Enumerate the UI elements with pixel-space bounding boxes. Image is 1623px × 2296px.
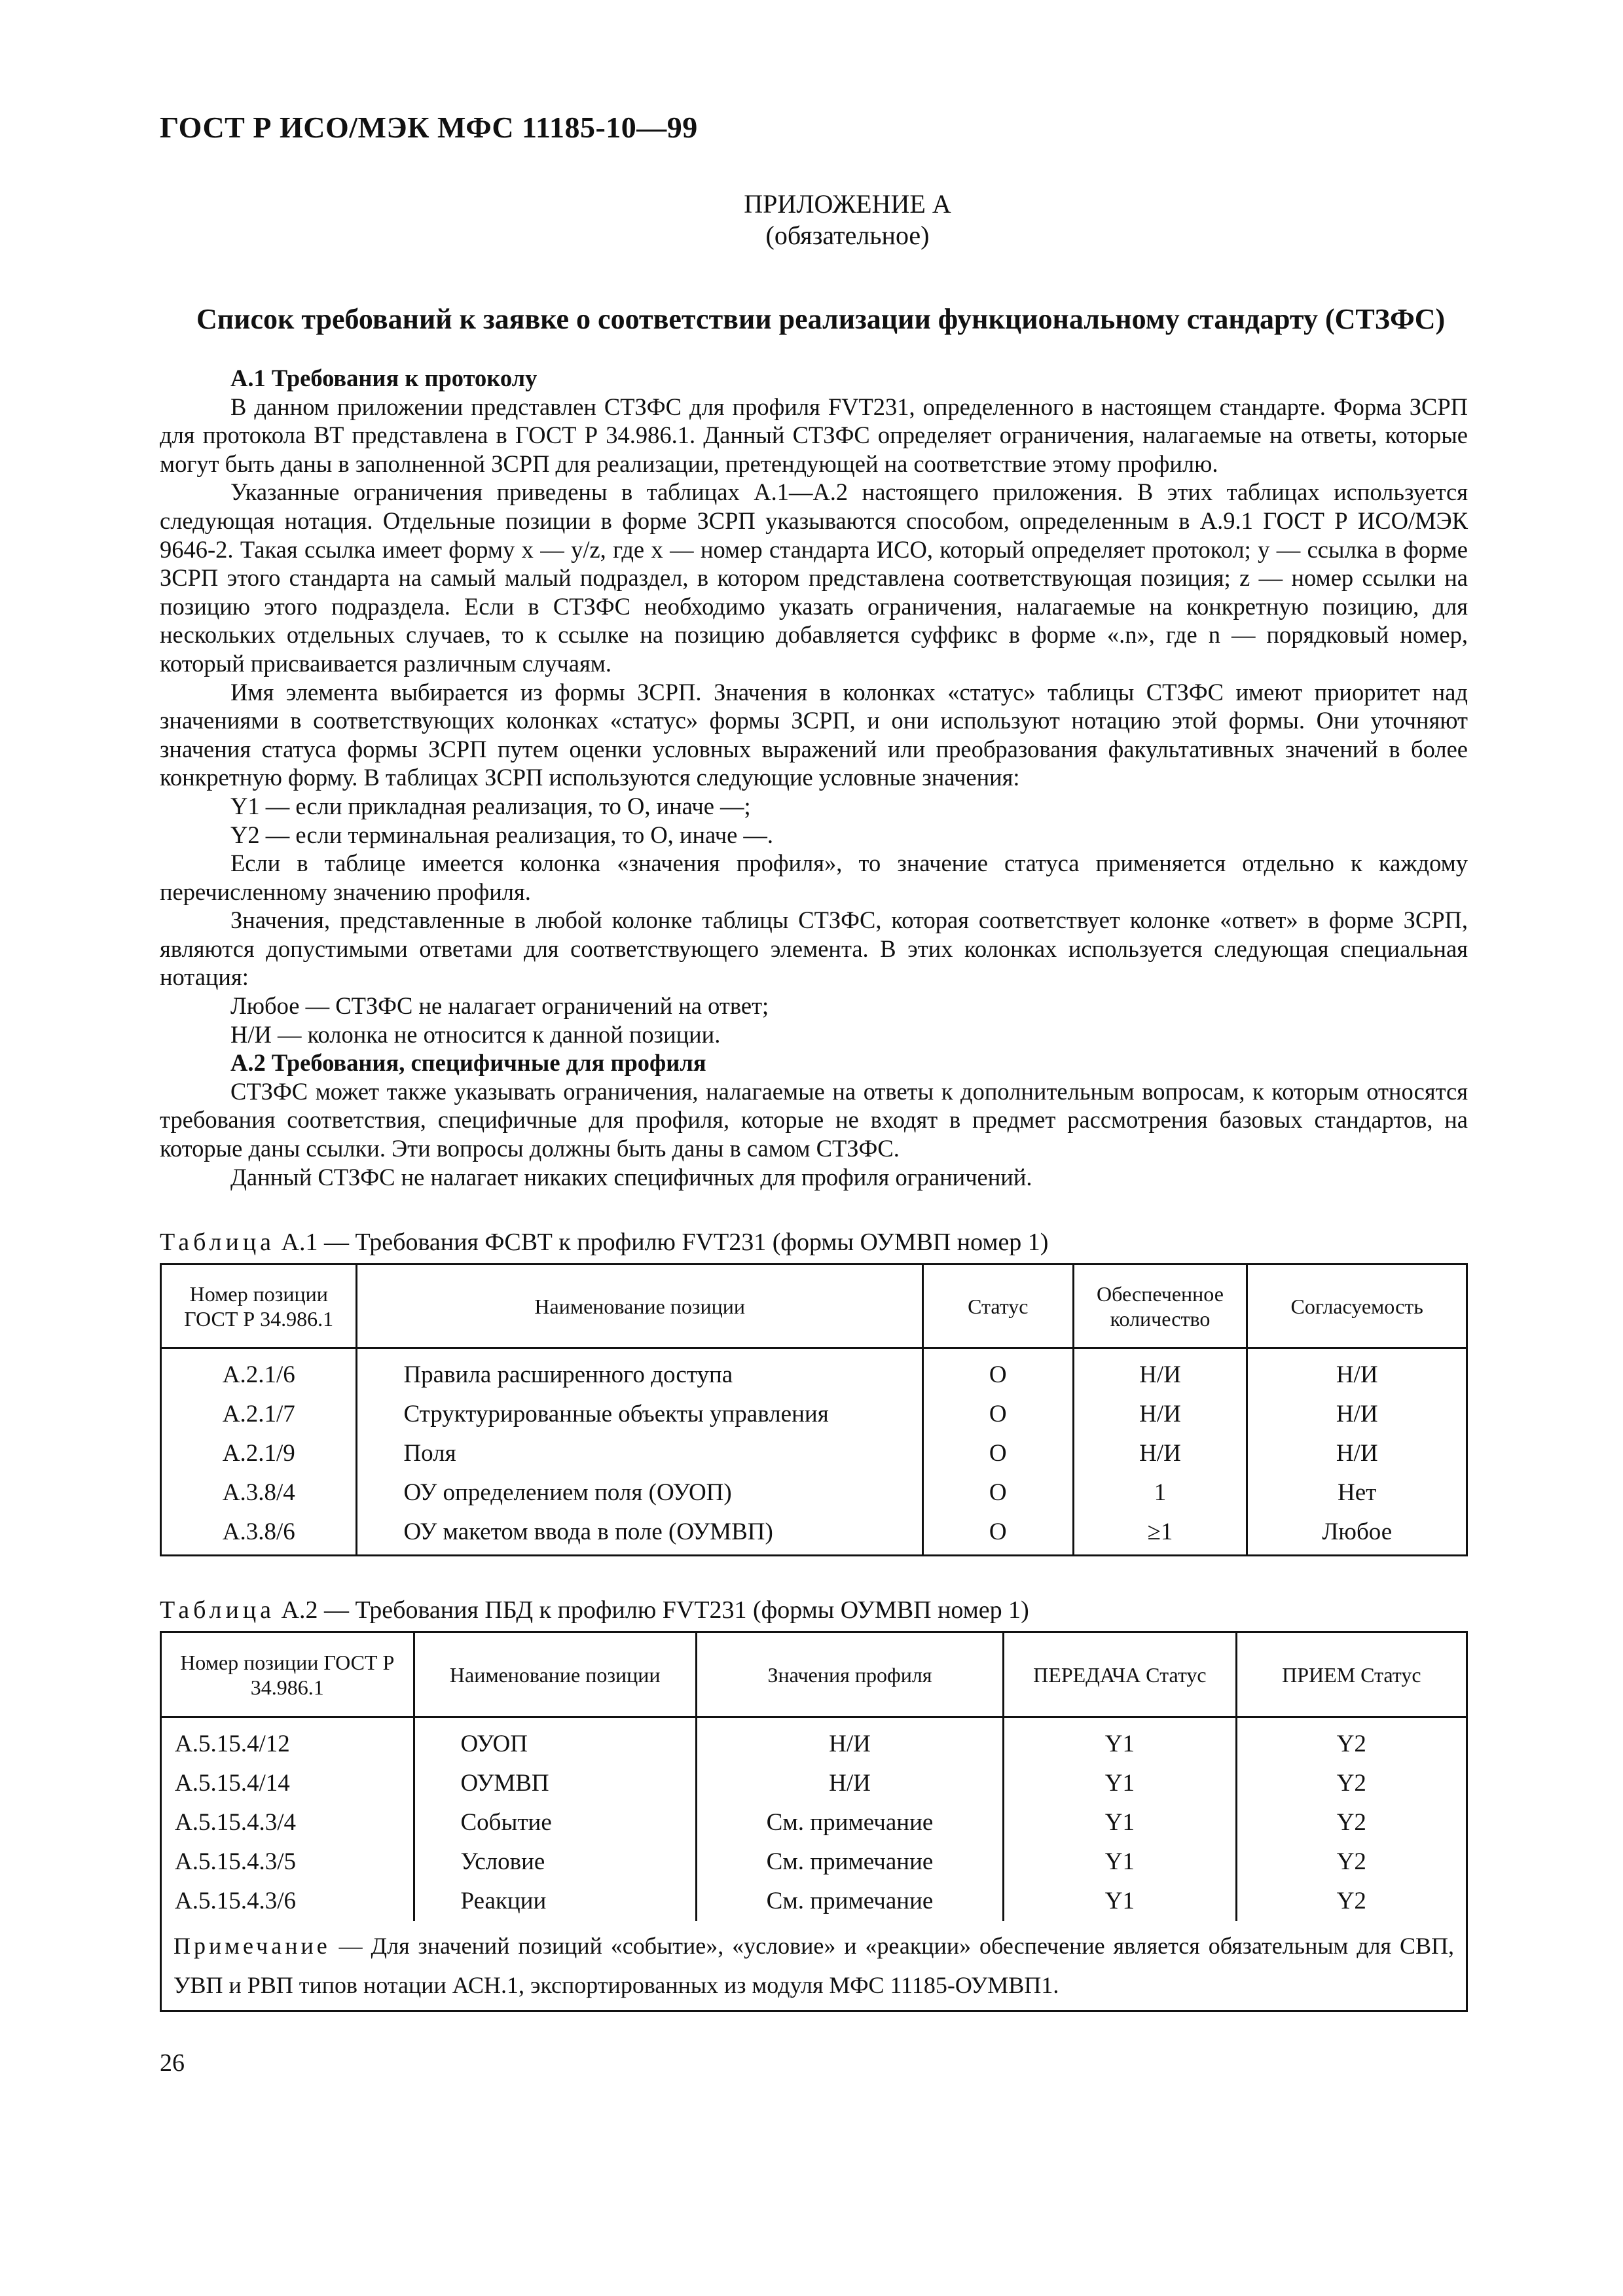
table1 xyxy=(160,1263,1468,1556)
paragraph: СТЗФС может также указывать ограничения, налагаемые на ответы к дополнительным вопросам, к которым относятся требования соответствия, специфичные для профиля, которые не входят в предмет рассмотрения базовых стандартов, на которые даны ссылки. Эти вопросы должны быть даны в самом СТЗФС. xyxy=(160,1077,1468,1162)
table-row xyxy=(161,1764,1467,1803)
table-cell: Н/И xyxy=(1247,1348,1467,1395)
table-cell: 1 xyxy=(1073,1473,1247,1513)
table-cell: А.3.8/6 xyxy=(161,1513,357,1556)
table-header-row xyxy=(161,1632,1467,1717)
table-cell: А.5.15.4/12 xyxy=(161,1717,414,1765)
table-note: Примечание — Для значений позиций «событие», «условие» и «реакции» обеспечение является обязательным для СВП, УВП и РВП типов нотации АСН.1, экспортированных из модуля МФС 11185-ОУМВП1. xyxy=(161,1921,1467,2011)
table-cell: Н/И xyxy=(1073,1348,1247,1395)
table-cell: О xyxy=(923,1348,1074,1395)
table-row xyxy=(161,1882,1467,1921)
table-cell: Y2 xyxy=(1236,1882,1467,1921)
table-cell: О xyxy=(923,1513,1074,1556)
table-cell: ОУМВП xyxy=(414,1764,696,1803)
table-cell: Поля xyxy=(357,1434,923,1473)
table-cell: Y1 xyxy=(1004,1803,1236,1842)
annex-title: ПРИЛОЖЕНИЕ А xyxy=(744,189,951,219)
section-heading-a2: А.2 Требования, специфичные для профиля xyxy=(230,1049,706,1077)
table-cell: А.5.15.4.3/4 xyxy=(161,1803,414,1842)
table-cell: А.5.15.4.3/6 xyxy=(161,1882,414,1921)
table-cell: ОУ определением поля (ОУОП) xyxy=(357,1473,923,1513)
table-cell: Н/И xyxy=(696,1717,1003,1765)
table-cell: Н/И xyxy=(1247,1434,1467,1473)
table-cell: Событие xyxy=(414,1803,696,1842)
table-cell: О xyxy=(923,1434,1074,1473)
page-number: 26 xyxy=(160,2049,185,2077)
table-cell: Y2 xyxy=(1236,1717,1467,1765)
condition-y1: Y1 — если прикладная реализация, то О, иначе —; xyxy=(230,792,751,819)
table-cell: Нет xyxy=(1247,1473,1467,1513)
table-cell: Y2 xyxy=(1236,1803,1467,1842)
paragraph: Имя элемента выбирается из формы ЗСРП. Значения в колонках «статус» таблицы СТЗФС имеют приоритет над значениями в соответствующих колонках «статус» формы ЗСРП, и они используют нотацию этой формы. Они уточняют значения статуса формы ЗСРП путем оценки условных выражений или преобразования факультативных значений в более конкретную форму. В таблицах ЗСРП используются следующие условные значения: xyxy=(160,678,1468,791)
condition-y2: Y2 — если терминальная реализация, то О, иначе —. xyxy=(230,821,774,848)
body-text xyxy=(160,364,1468,1191)
column-header: Наименование позиции xyxy=(357,1265,923,1348)
table-header-row xyxy=(161,1265,1467,1348)
table-cell: Y1 xyxy=(1004,1764,1236,1803)
document-title: Список требований к заявке о соответствии реализации функциональному стандарту (СТЗФС) xyxy=(196,303,1446,335)
table1-caption: Таблица А.1 — Требования ФСВТ к профилю FVT231 (формы ОУМВП номер 1) xyxy=(160,1229,1049,1256)
table-cell: Y1 xyxy=(1004,1842,1236,1882)
paragraph: Указанные ограничения приведены в таблицах А.1—А.2 настоящего приложения. В этих таблицах используется следующая нотация. Отдельные позиции в форме ЗСРП указываются способом, определенным в А.9.1 ГОСТ Р ИСО/МЭК 9646-2. Такая ссылка имеет форму x — y/z, где x — номер стандарта ИСО, который определяет протокол; y — ссылка в форме ЗСРП этого стандарта на самый малый подраздел, в котором представлена соответствующая позиция; z — номер ссылки на позицию этого подраздела. Если в СТЗФС необходимо указать ограничения, налагаемые на конкретную позицию, для нескольких отдельных случаев, то к ссылке на позицию добавляется суффикс в форме «.n», где n — порядковый номер, который присваивается различным случаям. xyxy=(160,478,1468,677)
notation-na: Н/И — колонка не относится к данной позиции. xyxy=(230,1020,721,1048)
table-cell: Н/И xyxy=(1247,1395,1467,1434)
table-cell: Условие xyxy=(414,1842,696,1882)
table-row xyxy=(161,1717,1467,1765)
table-cell: Любое xyxy=(1247,1513,1467,1556)
table-cell: Y1 xyxy=(1004,1882,1236,1921)
table-cell: См. примечание xyxy=(696,1882,1003,1921)
table-cell: А.2.1/6 xyxy=(161,1348,357,1395)
table-cell: А.3.8/4 xyxy=(161,1473,357,1513)
paragraph: В данном приложении представлен СТЗФС для профиля FVT231, определенного в настоящем стандарте. Форма ЗСРП для протокола ВТ представлена в ГОСТ Р 34.986.1. Данный СТЗФС определяет ограничения, налагаемые на ответы, которые могут быть даны в заполненной ЗСРП для реализации, претендующей на соответствие этому профилю. xyxy=(160,393,1468,477)
column-header: Статус xyxy=(923,1265,1074,1348)
table-row xyxy=(161,1842,1467,1882)
table-cell: Правила расширенного доступа xyxy=(357,1348,923,1395)
page-header: ГОСТ Р ИСО/МЭК МФС 11185-10—99 xyxy=(160,111,698,144)
table-row xyxy=(161,1434,1467,1473)
paragraph: Значения, представленные в любой колонке таблицы СТЗФС, которая соответствует колонке «ответ» в форме ЗСРП, являются допустимыми ответами для соответствующего элемента. В этих колонках используется следующая специальная нотация: xyxy=(160,906,1468,991)
column-header: ПРИЕМ Статус xyxy=(1236,1632,1467,1717)
table-cell: ОУ макетом ввода в поле (ОУМВП) xyxy=(357,1513,923,1556)
column-header: Номер позиции ГОСТ Р 34.986.1 xyxy=(161,1265,357,1348)
annex-subtitle: (обязательное) xyxy=(765,221,930,250)
column-header: Согласуемость xyxy=(1247,1265,1467,1348)
table-note-row xyxy=(161,1921,1467,2011)
table2 xyxy=(160,1631,1468,2012)
table-cell: Структурированные объекты управления xyxy=(357,1395,923,1434)
table-cell: А.2.1/7 xyxy=(161,1395,357,1434)
table-row xyxy=(161,1348,1467,1395)
table-cell: Реакции xyxy=(414,1882,696,1921)
column-header: Номер позиции ГОСТ Р 34.986.1 xyxy=(161,1632,414,1717)
table-cell: См. примечание xyxy=(696,1803,1003,1842)
table-cell: А.5.15.4/14 xyxy=(161,1764,414,1803)
column-header: Обеспеченное количество xyxy=(1073,1265,1247,1348)
table-row xyxy=(161,1395,1467,1434)
section-heading-a1: А.1 Требования к протоколу xyxy=(230,365,538,391)
table-cell: О xyxy=(923,1395,1074,1434)
table-row xyxy=(161,1473,1467,1513)
notation-any: Любое — СТЗФС не налагает ограничений на ответ; xyxy=(230,992,769,1020)
table-cell: Н/И xyxy=(1073,1434,1247,1473)
table-cell: ОУОП xyxy=(414,1717,696,1765)
table-row xyxy=(161,1803,1467,1842)
paragraph: Если в таблице имеется колонка «значения профиля», то значение статуса применяется отдельно к каждому перечисленному значению профиля. xyxy=(160,850,1468,905)
table-row xyxy=(161,1513,1467,1556)
paragraph: Данный СТЗФС не налагает никаких специфичных для профиля ограничений. xyxy=(230,1163,1032,1191)
table-cell: О xyxy=(923,1473,1074,1513)
column-header: Значения профиля xyxy=(696,1632,1003,1717)
table-cell: Н/И xyxy=(1073,1395,1247,1434)
table-cell: Y2 xyxy=(1236,1764,1467,1803)
table-cell: А.5.15.4.3/5 xyxy=(161,1842,414,1882)
table-cell: Н/И xyxy=(696,1764,1003,1803)
table-cell: Y2 xyxy=(1236,1842,1467,1882)
table-cell: А.2.1/9 xyxy=(161,1434,357,1473)
table-cell: Y1 xyxy=(1004,1717,1236,1765)
column-header: Наименование позиции xyxy=(414,1632,696,1717)
table-cell: ≥1 xyxy=(1073,1513,1247,1556)
table2-caption: Таблица А.2 — Требования ПБД к профилю FVT231 (формы ОУМВП номер 1) xyxy=(160,1596,1029,1624)
column-header: ПЕРЕДАЧА Статус xyxy=(1004,1632,1236,1717)
table-cell: См. примечание xyxy=(696,1842,1003,1882)
